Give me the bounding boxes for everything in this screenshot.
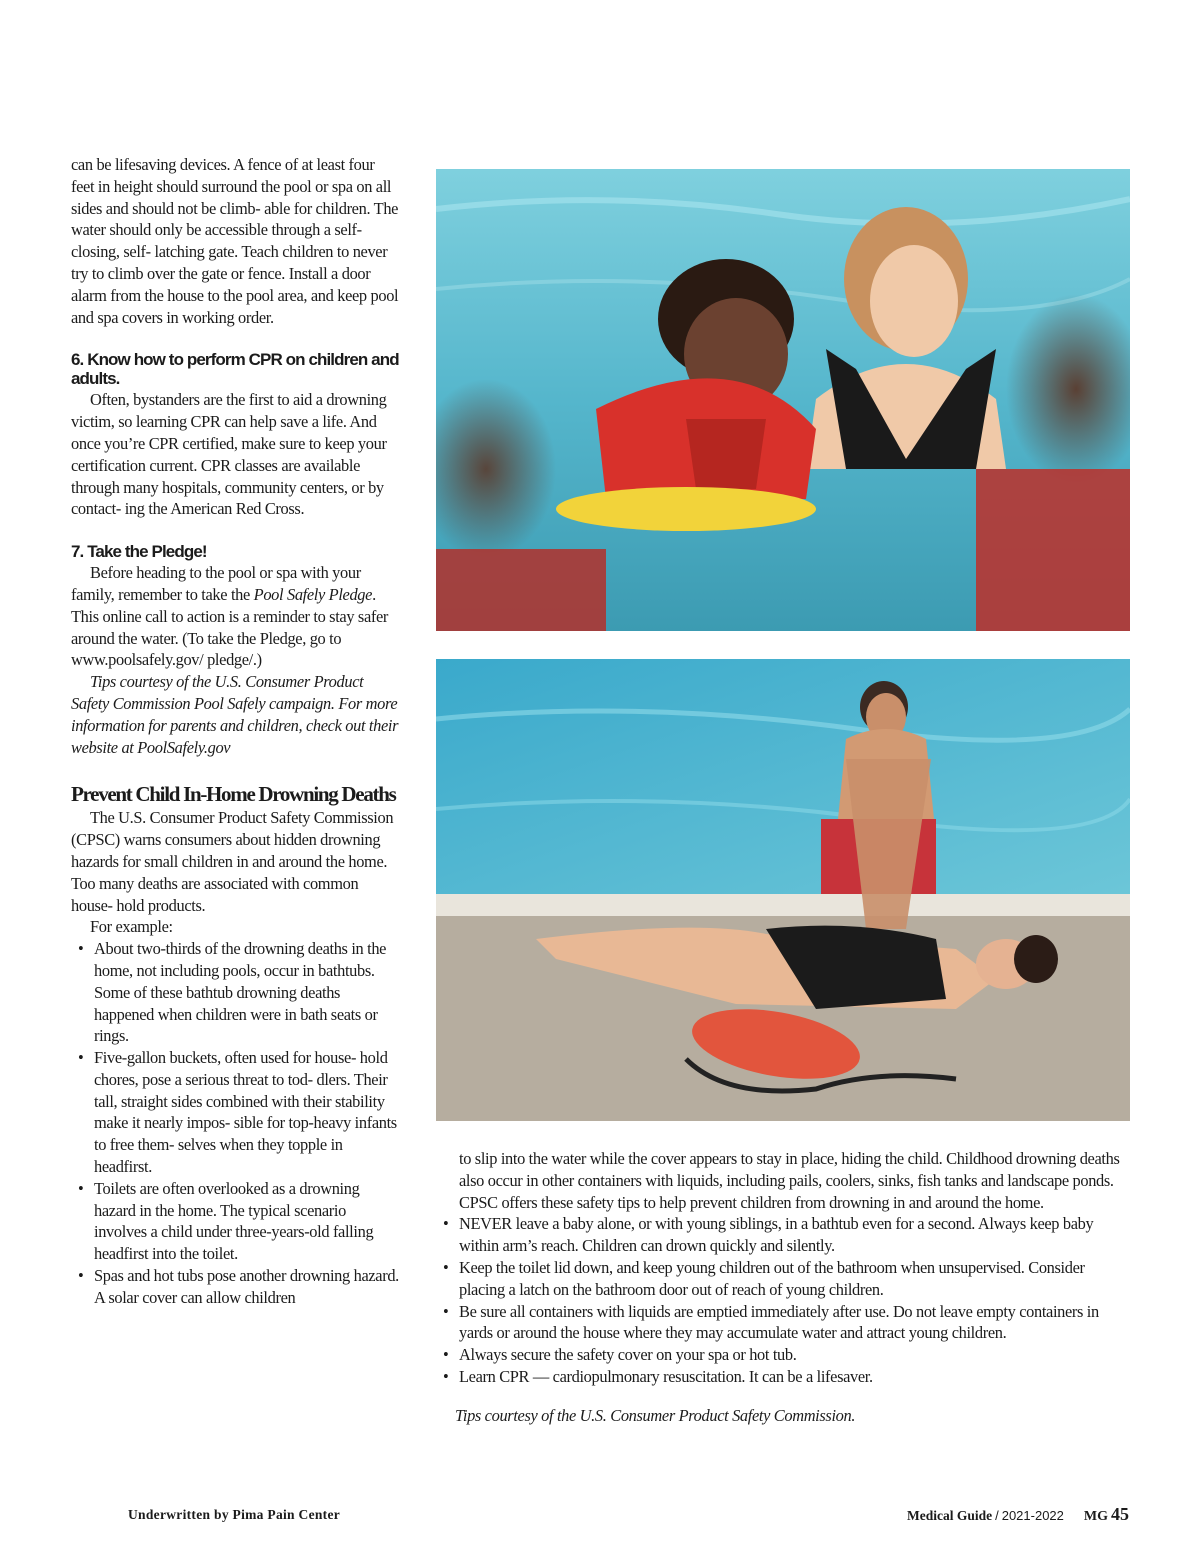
tip-7-heading: 7. Take the Pledge! [71,542,207,562]
publication-name: Medical Guide [906,1508,993,1523]
hazard-bullet-list [71,938,401,1309]
cpr-demonstration-photo [436,659,1130,1121]
underwritten-by: Underwritten by Pima Pain Center [128,1507,341,1522]
footer-separator: / [995,1508,999,1523]
right-column [443,1148,1133,1427]
cpsc-credit: Tips courtesy of the U.S. Consumer Product Safety Commission. [455,1405,856,1425]
list-item: • Be sure all containers with liquids are emptied immediately after use. Do not leave empty containers in yards or around the house where they may accumulate water and attract young children. [443,1301,1133,1345]
page-number: 45 [1111,1504,1129,1524]
publication-year: 2021-2022 [1001,1508,1064,1523]
list-item: • Learn CPR — cardiopulmonary resuscitation. It can be a lifesaver. [443,1366,1133,1388]
list-item: • Five-gallon buckets, often used for house- hold chores, pose a serious threat to tod- dlers. Their tall, straight sides combined with their stability make it nearly impos- sible for top-heavy infants to free them- selves when they topple in headfirst. [71,1047,401,1178]
page-footer [907,1504,1129,1525]
safety-tips-list [443,1213,1133,1387]
tip-6-text: Often, bystanders are the first to aid a drowning victim, so learning CPR can help save a life. And once you’re CPR certified, make sure to keep your certification current. CPR classes are available through many hospitals, community centers, or by contact- ing the American Red Cross. [71,390,387,519]
left-column [71,154,401,1309]
section-heading: Prevent Child In-Home Drowning Deaths [71,782,396,807]
list-item: • Spas and hot tubs pose another drowning hazard. A solar cover can allow children [71,1265,401,1309]
swim-lesson-photo [436,169,1130,631]
list-item: • Always secure the safety cover on your spa or hot tub. [443,1344,1133,1366]
tips-credit: Tips courtesy of the U.S. Consumer Product Safety Commission Pool Safely campaign. For more information for parents and children, check out their website at PoolSafely.gov [71,672,399,757]
tip-7-text-after: . This online call to action is a reminder to stay safer around the water. (To take the Pledge, go to www.poolsafely.gov/ pledge/.) [71,584,389,670]
list-item: • Keep the toilet lid down, and keep young children out of the bathroom when unsupervised. Consider placing a latch on the bathroom door out of reach of young children. [443,1257,1133,1301]
tip-6-heading: 6. Know how to perform CPR on children and adults. [71,350,399,389]
continuation-paragraph: to slip into the water while the cover appears to stay in place, hiding the child. Childhood drowning deaths also occur in other containers with liquids, including pails, coolers, sinks, fish tanks and landscape ponds. CPSC offers these safety tips to help prevent children from drowning in and around the home. [459,1149,1120,1212]
list-item: • NEVER leave a baby alone, or with young siblings, in a bathtub even for a second. Always keep baby within arm’s reach. Children can drown quickly and silently. [443,1213,1133,1257]
list-item: • Toilets are often overlooked as a drowning hazard in the home. The typical scenario involves a child under three-years-old falling headfirst into the toilet. [71,1178,401,1265]
tip-7-text [71,562,401,671]
list-item: • About two-thirds of the drowning deaths in the home, not including pools, occur in bathtubs. Some of these bathtub drowning deaths happened when children were in bath seats or rings. [71,938,401,1047]
for-example-label: For example: [90,917,173,937]
tip-7-text-before: Before heading to the pool or spa with your family, remember to take the [71,563,361,604]
pool-safely-pledge-name: Pool Safely Pledge [253,584,373,604]
section-intro: The U.S. Consumer Product Safety Commission (CPSC) warns consumers about hidden drowning hazards for small children in and around the home. Too many deaths are associated with common house- hold products. [71,808,394,915]
section-code: MG [1083,1509,1108,1524]
intro-paragraph: can be lifesaving devices. A fence of at least four feet in height should surround the pool or spa on all sides and should not be climb- able for children. The water should only be accessible through a self-closing, self- latching gate. Teach children to never try to climb over the gate or fence. Install a door alarm from the house to the pool area, and keep pool and spa covers in working order. [71,155,399,327]
